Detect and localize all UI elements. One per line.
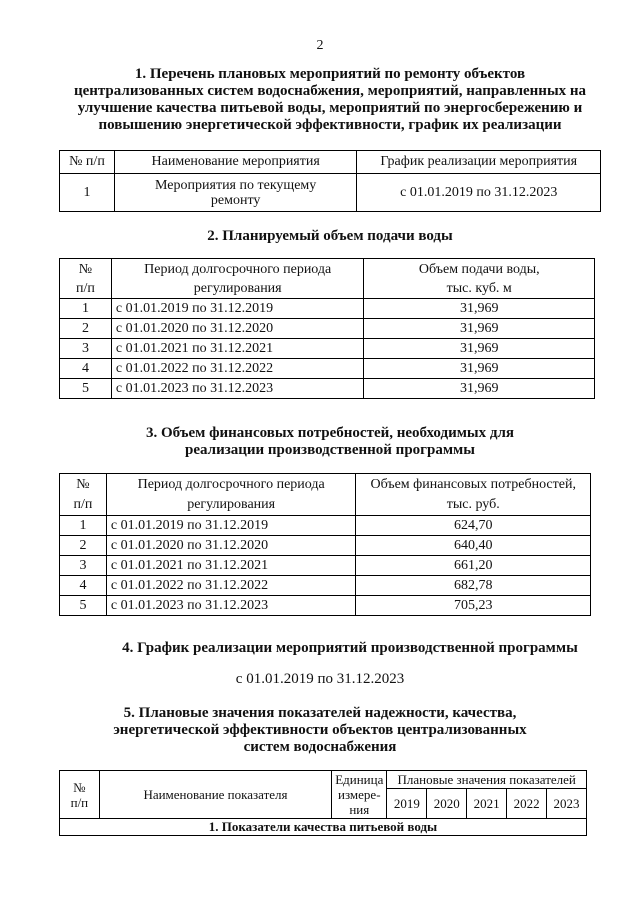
activity-name-line: Мероприятия по текущему — [155, 177, 317, 193]
section3-title — [40, 425, 620, 459]
col-header-year: 2023 — [547, 789, 587, 819]
header-line: № — [76, 476, 90, 492]
header-line: регулирования — [193, 280, 282, 296]
col-header-period — [111, 259, 364, 299]
col-header-schedule: График реализации мероприятия — [357, 151, 601, 174]
table-row — [60, 556, 591, 576]
col-header-period — [106, 474, 356, 516]
row-value: 682,78 — [356, 576, 591, 596]
col-header-year: 2019 — [387, 789, 427, 819]
activity-schedule: с 01.01.2019 по 31.12.2023 — [357, 174, 601, 212]
row-value: 661,20 — [356, 556, 591, 576]
subsection-title: 1. Показатели качества питьевой воды — [60, 819, 587, 836]
row-value: 31,969 — [364, 319, 595, 339]
header-line: Единица — [335, 772, 384, 787]
section4-title: 4. График реализации мероприятий производственной программы — [122, 640, 578, 656]
section3-title-line: 3. Объем финансовых потребностей, необходимых для — [145, 425, 515, 441]
row-num: 2 — [60, 536, 107, 556]
col-header-indicator: Наименование показателя — [99, 771, 331, 819]
row-num: 4 — [60, 576, 107, 596]
col-header-unit — [332, 771, 387, 819]
table-row — [60, 536, 591, 556]
header-line: п/п — [76, 280, 95, 296]
row-num: 3 — [60, 339, 112, 359]
col-header-year: 2022 — [507, 789, 547, 819]
activities-table — [59, 150, 601, 212]
table-row — [60, 359, 595, 379]
section4-period: с 01.01.2019 по 31.12.2023 — [235, 671, 405, 687]
col-header-num — [60, 259, 112, 299]
section5-title-line: энергетической эффективности объектов централизованных — [113, 722, 527, 738]
row-value: 640,40 — [356, 536, 591, 556]
row-num: 4 — [60, 359, 112, 379]
row-period: с 01.01.2019 по 31.12.2019 — [111, 299, 364, 319]
row-num: 1 — [60, 299, 112, 319]
header-line: регулирования — [187, 496, 276, 512]
table-row — [60, 319, 595, 339]
header-line: измере- — [338, 787, 381, 802]
header-line: № — [73, 779, 86, 795]
row-period: с 01.01.2023 по 31.12.2023 — [111, 379, 364, 399]
row-value: 624,70 — [356, 516, 591, 536]
header-line: п/п — [73, 496, 93, 512]
financial-needs-table — [59, 473, 591, 616]
section1-title-line: 1. Перечень плановых мероприятий по ремонту объектов — [134, 66, 526, 82]
table-row — [60, 576, 591, 596]
row-period: с 01.01.2021 по 31.12.2021 — [111, 339, 364, 359]
section2-title: 2. Планируемый объем подачи воды — [207, 228, 453, 244]
col-header-activity: Наименование мероприятия — [114, 151, 357, 174]
row-period: с 01.01.2020 по 31.12.2020 — [111, 319, 364, 339]
row-period: с 01.01.2022 по 31.12.2022 — [106, 576, 356, 596]
row-num: 5 — [60, 596, 107, 616]
col-header-plan: Плановые значения показателей — [387, 771, 587, 789]
activity-name-line: ремонту — [210, 192, 261, 208]
header-line: Объем финансовых потребностей, — [370, 476, 576, 492]
section5-title-line: систем водоснабжения — [243, 739, 397, 755]
row-num: 5 — [60, 379, 112, 399]
row-period: с 01.01.2020 по 31.12.2020 — [106, 536, 356, 556]
row-num: 1 — [60, 516, 107, 536]
col-header-year: 2020 — [427, 789, 467, 819]
header-line: п/п — [70, 794, 89, 810]
row-value: 705,23 — [356, 596, 591, 616]
header-line: тыс. куб. м — [446, 280, 512, 296]
row-value: 31,969 — [364, 339, 595, 359]
col-header-num: № п/п — [60, 151, 115, 174]
section5-title-line: 5. Плановые значения показателей надежности, качества, — [123, 705, 517, 721]
col-header-year: 2021 — [467, 789, 507, 819]
water-supply-table — [59, 258, 595, 399]
col-header-num — [60, 771, 100, 819]
table-row — [60, 379, 595, 399]
row-num: 2 — [60, 319, 112, 339]
table-row — [60, 299, 595, 319]
header-line: № — [78, 261, 93, 277]
row-period: с 01.01.2023 по 31.12.2023 — [106, 596, 356, 616]
activity-name — [114, 174, 357, 212]
row-num: 3 — [60, 556, 107, 576]
col-header-volume — [364, 259, 595, 299]
row-num: 1 — [60, 174, 115, 212]
section5-title — [20, 705, 620, 756]
header-line: ния — [349, 802, 370, 817]
row-value: 31,969 — [364, 299, 595, 319]
header-line: тыс. руб. — [446, 496, 500, 512]
row-period: с 01.01.2019 по 31.12.2019 — [106, 516, 356, 536]
section1-title — [40, 66, 620, 134]
section1-title-line: централизованных систем водоснабжения, мероприятий, направленных на — [73, 83, 587, 99]
table-row — [60, 174, 601, 212]
col-header-num — [60, 474, 107, 516]
col-header-financial — [356, 474, 591, 516]
table-row — [60, 596, 591, 616]
header-line: Период долгосрочного периода — [144, 261, 332, 277]
section3-title-line: реализации производственной программы — [185, 442, 475, 458]
row-value: 31,969 — [364, 359, 595, 379]
table-row — [60, 339, 595, 359]
row-period: с 01.01.2021 по 31.12.2021 — [106, 556, 356, 576]
indicators-table — [59, 770, 587, 836]
page-number: 2 — [316, 38, 324, 53]
section1-title-line: повышению энергетической эффективности, график их реализации — [98, 117, 562, 133]
header-line: Объем подачи воды, — [418, 261, 540, 277]
section1-title-line: улучшение качества питьевой воды, мероприятий по энергосбережению и — [77, 100, 583, 116]
table-row — [60, 516, 591, 536]
row-period: с 01.01.2022 по 31.12.2022 — [111, 359, 364, 379]
row-value: 31,969 — [364, 379, 595, 399]
header-line: Период долгосрочного периода — [137, 476, 325, 492]
